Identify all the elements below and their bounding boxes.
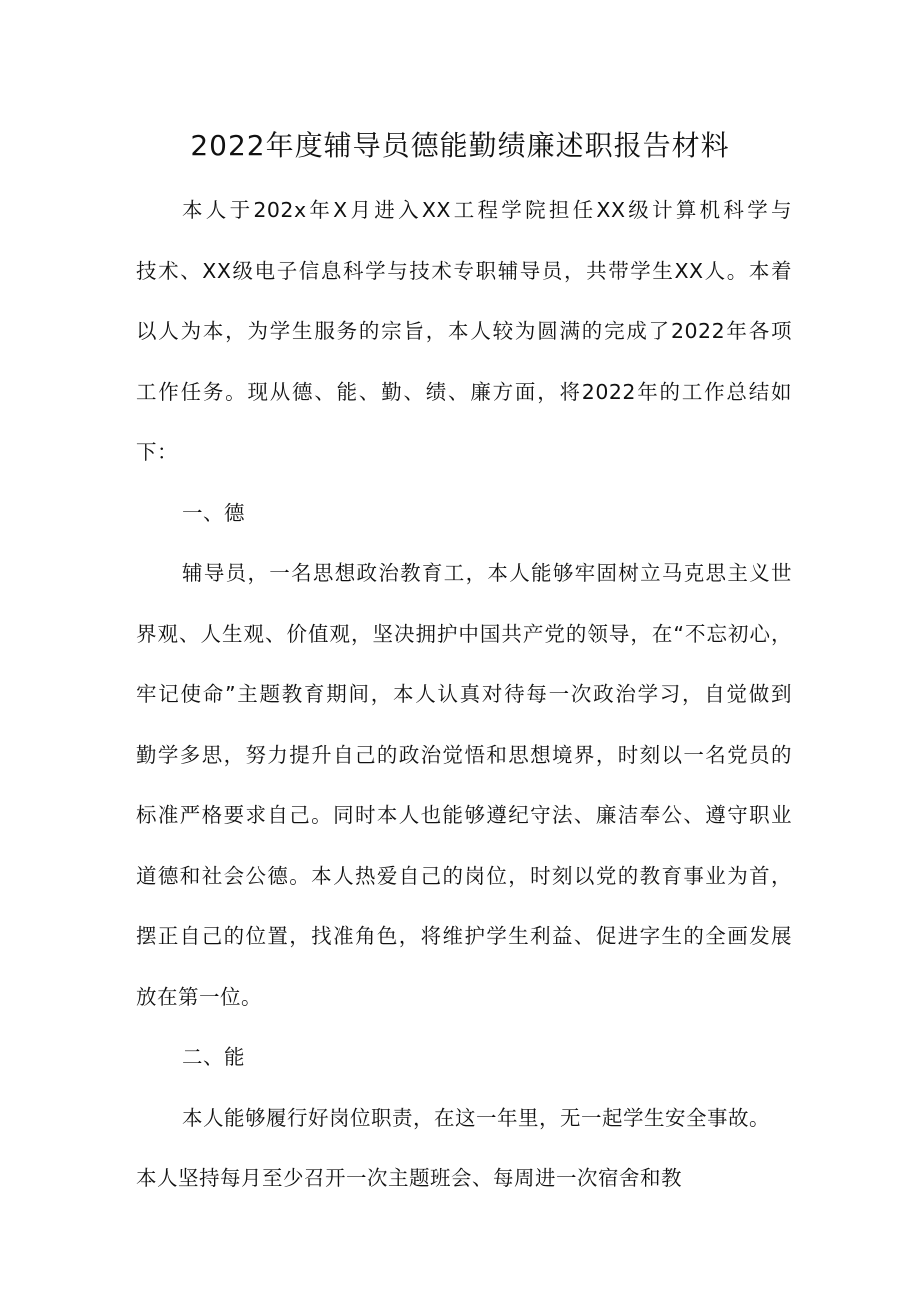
section-heading: 二、能 [182,1045,245,1069]
section-heading: 一、德 [182,500,245,525]
paragraph-line: 工作任务。现从德、能、勤、绩、廉方面，将2022年的工作总结如 [136,379,792,404]
paragraph-line: 牢记使命”主题教育期间，本人认真对待每一次政治学习，自觉做到 [136,682,792,706]
document-title: 2022年度辅导员德能勤绩廉述职报告材料 [190,129,730,162]
document-body [136,180,792,1209]
paragraph-line: 技术、XX级电子信息科学与技术专职辅导员，共带学生XX人。本着 [136,258,792,283]
paragraph-line: 摆正自己的位置，找准角色，将维护学生利益、促进字生的全画发展 [136,924,792,948]
paragraph-line: 辅导员，一名思想政治教育工，本人能够牢固树立马克思主义世 [182,561,792,585]
paragraph-line: 界观、人生观、价值观，坚决拥护中国共产党的领导，在“不忘初心， [136,621,792,646]
paragraph-line: 本人坚持每月至少召开一次主题班会、每周进一次宿舍和教 [136,1166,682,1190]
paragraph-line: 下： [136,440,178,464]
paragraph-line: 放在第一位。 [136,984,262,1009]
paragraph-line: 道德和社会公德。本人热爱自己的岗位，时刻以党的教育事业为首， [136,863,792,888]
paragraph-line: 标准严格要求自己。同时本人也能够遵纪守法、廉洁奉公、遵守职业 [136,803,792,827]
paragraph-line: 本人于202x年X月进入XX工程学院担任XX级计算机科学与 [182,198,792,222]
paragraph-line: 本人能够履行好岗位职责，在这一年里，无一起学生安全事故。 [182,1105,770,1130]
paragraph-line: 以人为本，为学生服务的宗旨，本人较为圆满的完成了2022年各项 [136,319,792,343]
paragraph-line: 勤学多思，努力提升自己的政治觉悟和思想境界，时刻以一名党员的 [136,742,792,767]
